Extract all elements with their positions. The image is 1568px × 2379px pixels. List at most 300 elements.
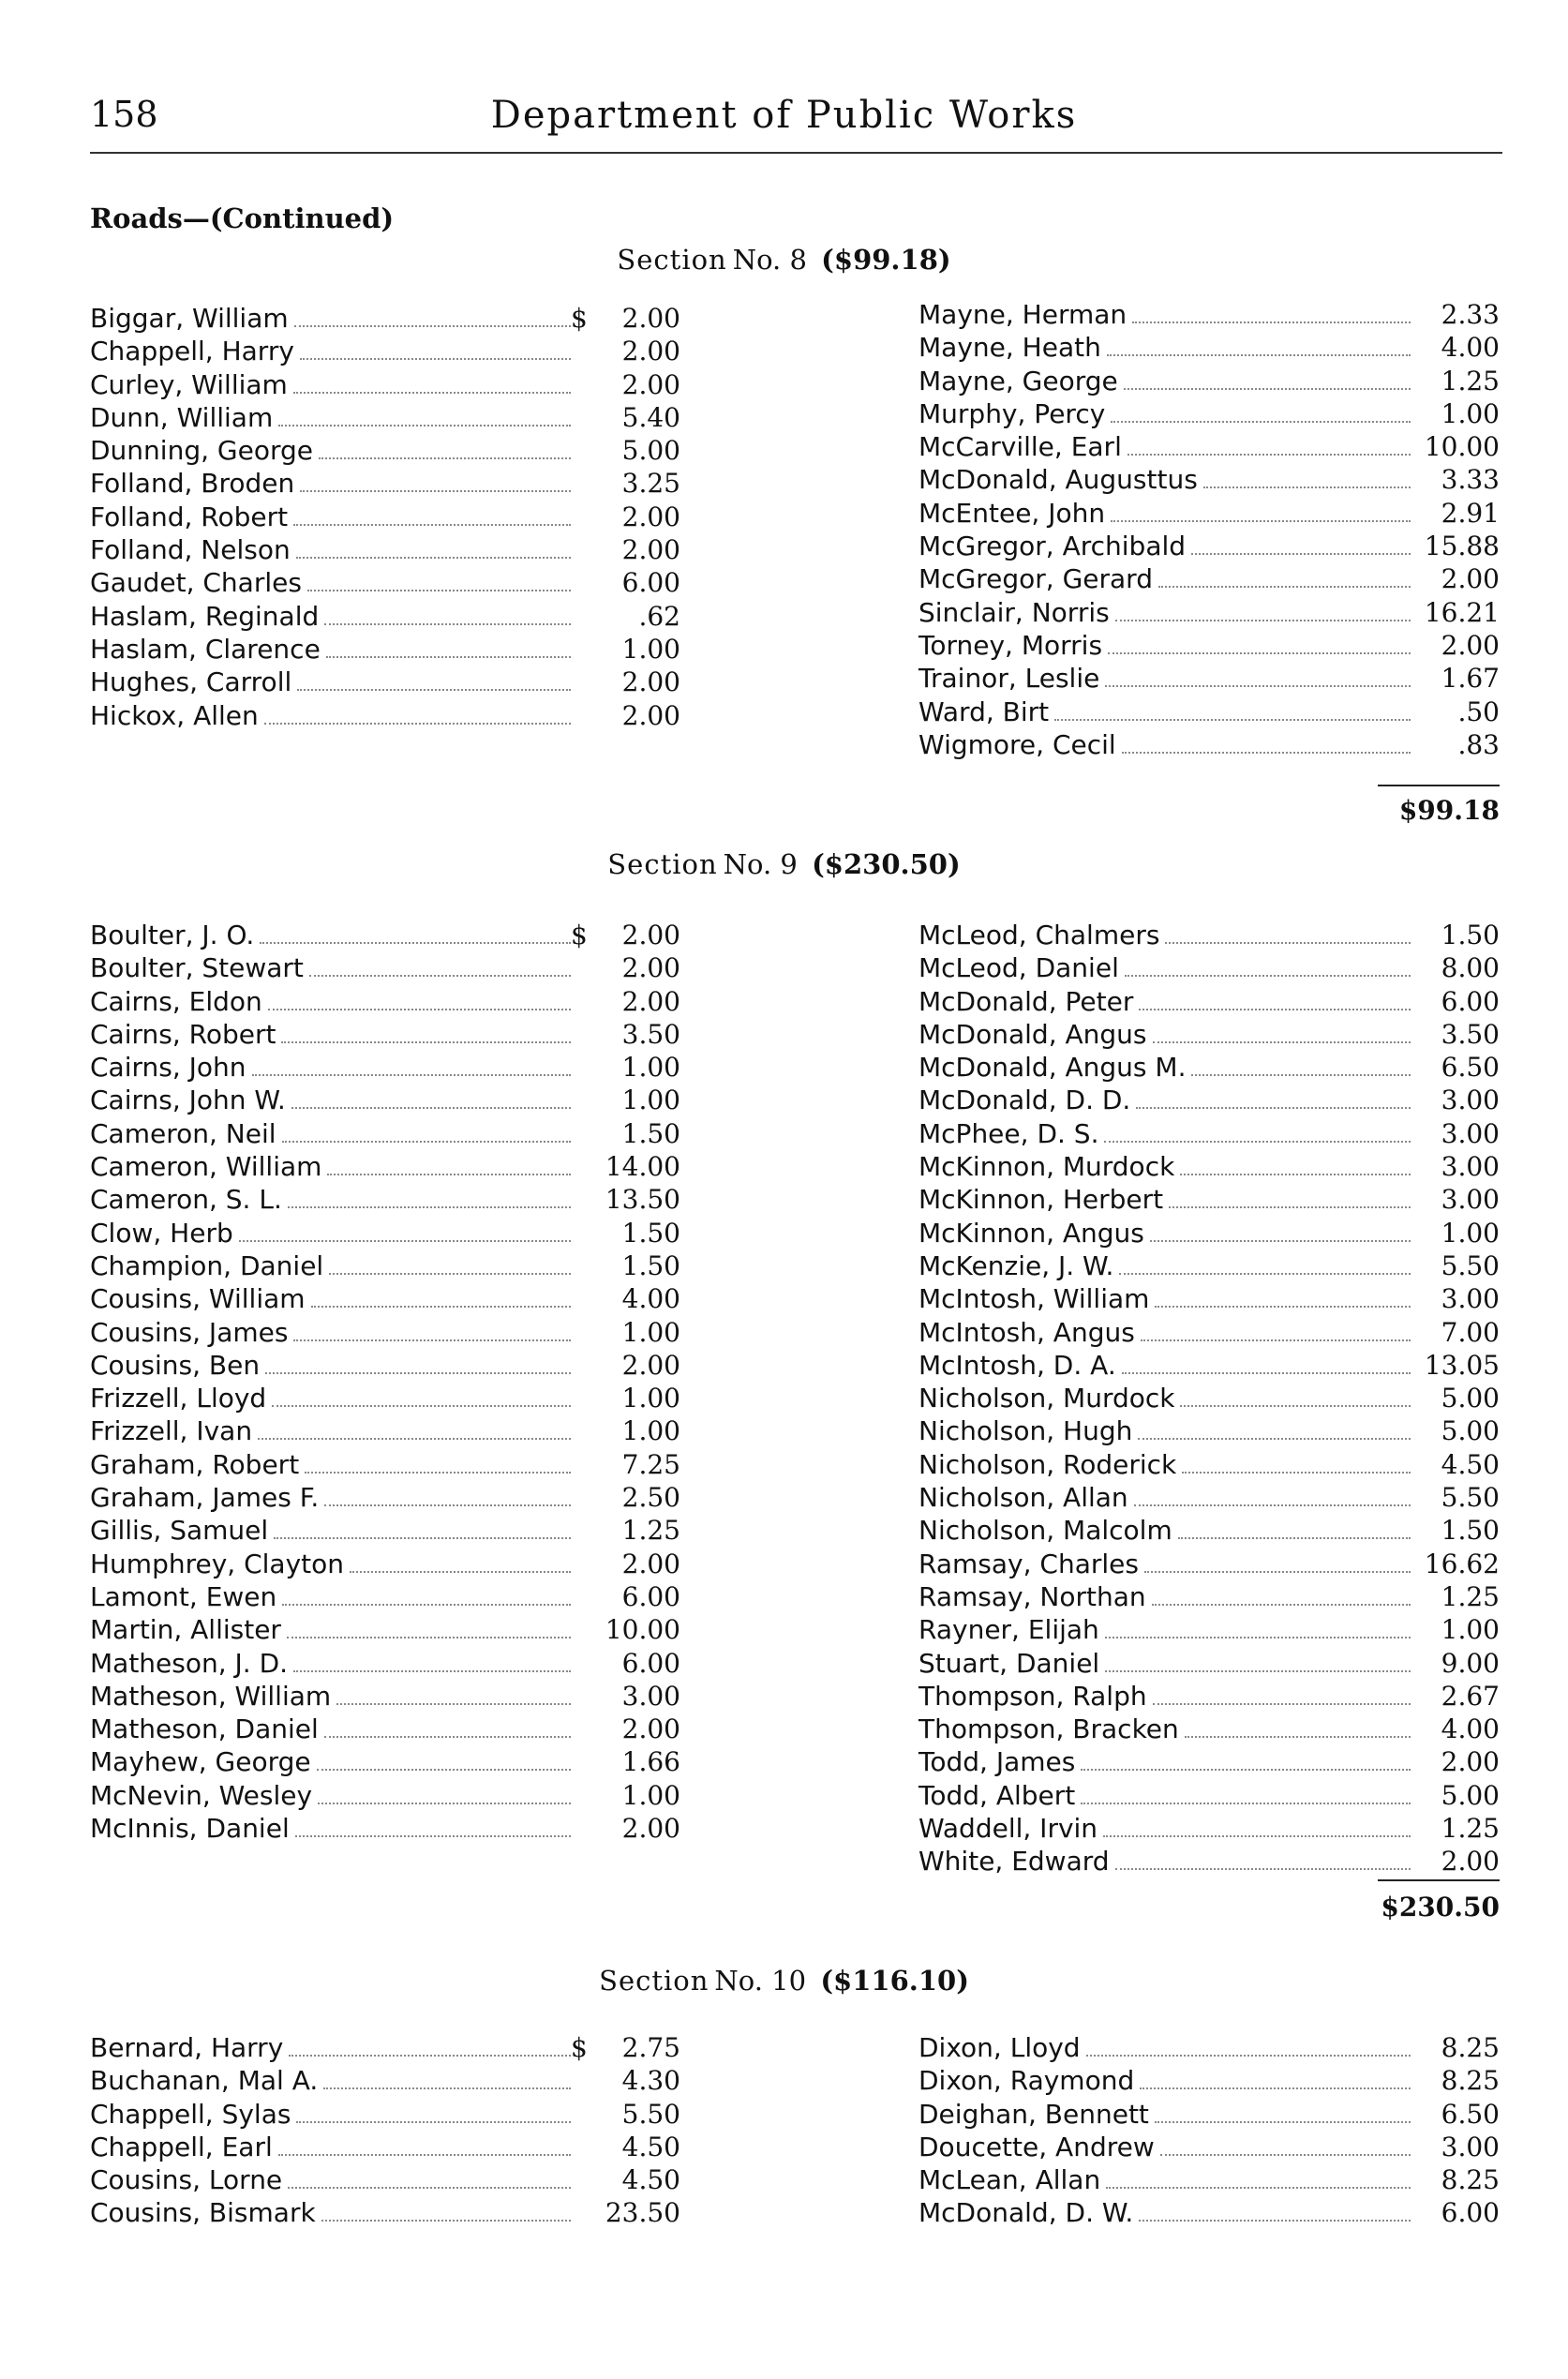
list-item	[918, 1580, 1500, 1613]
section-title	[0, 244, 1568, 276]
list-item	[918, 1548, 1500, 1580]
entry-amount: 14.00	[605, 1151, 680, 1183]
entry-name: Curley, William	[90, 368, 288, 400]
leader-dots	[1138, 1438, 1411, 1440]
entry-amount: 4.30	[621, 2065, 680, 2097]
running-title: Department of Public Works	[490, 94, 1078, 137]
entry-name: Cameron, William	[90, 1151, 322, 1183]
list-item	[918, 1084, 1500, 1116]
entry-amount: 4.50	[621, 2131, 680, 2162]
entry-name: Gaudet, Charles	[90, 567, 302, 599]
list-item	[90, 1150, 680, 1183]
left-column	[90, 302, 680, 732]
entry-name: Nicholson, Roderick	[918, 1448, 1177, 1480]
list-item	[918, 1249, 1500, 1282]
leader-dots	[1105, 1670, 1411, 1672]
entry-name: McLeod, Daniel	[918, 952, 1119, 984]
entry-name: Cousins, James	[90, 1316, 289, 1348]
entry-amount: 1.66	[621, 1746, 680, 1778]
entry-name: McKenzie, J. W.	[918, 1249, 1114, 1281]
entry-amount: 4.50	[621, 2164, 680, 2196]
entry-name: Thompson, Bracken	[918, 1713, 1179, 1745]
entry-amount: 1.50	[1441, 920, 1500, 950]
list-item	[918, 2131, 1500, 2163]
leader-dots	[287, 1637, 571, 1638]
leader-dots	[1178, 1537, 1411, 1539]
entry-amount: 4.00	[621, 1283, 680, 1315]
leader-dots	[1054, 719, 1411, 721]
entry-name: Murphy, Percy	[918, 397, 1106, 429]
entry-amount: 2.00	[621, 985, 680, 1017]
entry-amount: 2.00	[621, 1813, 680, 1845]
leader-dots	[293, 1670, 571, 1672]
entry-amount: 1.00	[1441, 397, 1500, 429]
entry-name: Frizzell, Lloyd	[90, 1383, 267, 1414]
leader-dots	[1160, 2154, 1411, 2156]
leader-dots	[274, 1537, 571, 1539]
entry-name: Chappell, Harry	[90, 336, 294, 367]
dollar-sign: $	[571, 2032, 588, 2063]
section-number: No. 8	[732, 244, 807, 276]
leader-dots	[293, 524, 571, 526]
entry-name: Cairns, Robert	[90, 1018, 276, 1050]
leader-dots	[1124, 388, 1411, 390]
entry-name: Chappell, Sylas	[90, 2098, 291, 2130]
list-item	[90, 1680, 680, 1713]
list-item	[90, 699, 680, 732]
leader-dots	[1203, 486, 1411, 488]
leader-dots	[1115, 1868, 1411, 1870]
entry-name: Mayhew, George	[90, 1746, 311, 1778]
entry-name: McKinnon, Herbert	[918, 1184, 1164, 1216]
list-item	[918, 1183, 1500, 1216]
entry-name: Mayne, Heath	[918, 332, 1101, 364]
list-item	[90, 1514, 680, 1547]
list-item	[90, 1349, 680, 1382]
entry-amount: 3.00	[1441, 1151, 1500, 1183]
entry-amount: .83	[1457, 728, 1500, 760]
entry-name: Folland, Broden	[90, 468, 295, 500]
leader-dots	[350, 1571, 571, 1573]
section-word: Section	[599, 1965, 709, 1997]
section-amount: ($116.10)	[820, 1965, 969, 1997]
list-item	[918, 430, 1500, 463]
entry-name: Stuart, Daniel	[918, 1647, 1100, 1679]
leader-dots	[297, 689, 571, 691]
list-item	[90, 533, 680, 566]
list-item	[90, 600, 680, 633]
entry-name: Sinclair, Norris	[918, 596, 1110, 628]
leader-dots	[293, 392, 571, 394]
entry-name: McKinnon, Angus	[918, 1217, 1144, 1249]
entry-amount: 3.00	[1441, 1184, 1500, 1216]
list-item	[90, 501, 680, 533]
entry-name: Dixon, Raymond	[918, 2065, 1135, 2097]
entry-amount: 6.00	[621, 1647, 680, 1679]
list-item	[90, 1084, 680, 1116]
leader-dots	[1105, 1637, 1411, 1638]
entry-amount: 3.00	[1441, 1283, 1500, 1315]
leader-dots	[309, 975, 571, 977]
leader-dots	[1122, 1372, 1411, 1374]
leader-dots	[1144, 1571, 1411, 1573]
list-item	[918, 1217, 1500, 1249]
entry-amount: 5.50	[1441, 1482, 1500, 1514]
leader-dots	[1153, 1041, 1411, 1043]
leader-dots	[336, 1703, 571, 1705]
section-total: $99.18	[1398, 795, 1500, 826]
entry-name: Cameron, S. L.	[90, 1184, 282, 1216]
leader-dots	[281, 1041, 571, 1043]
list-item	[918, 1117, 1500, 1150]
list-item	[918, 1382, 1500, 1414]
dollar-sign: $	[571, 303, 588, 334]
list-item	[918, 1448, 1500, 1481]
leader-dots	[1165, 942, 1411, 944]
entry-name: McInnis, Daniel	[90, 1813, 290, 1845]
list-item	[918, 985, 1500, 1018]
leader-dots	[1180, 1174, 1411, 1175]
list-item	[918, 919, 1500, 951]
entry-amount: 1.00	[621, 1415, 680, 1447]
leader-dots	[326, 656, 571, 658]
leader-dots	[300, 490, 571, 492]
entry-name: McLeod, Chalmers	[918, 920, 1160, 950]
header-rule	[90, 152, 1502, 154]
leader-dots	[268, 1009, 571, 1010]
list-item	[918, 331, 1500, 364]
list-item	[918, 1414, 1500, 1447]
entry-amount: 13.50	[605, 1184, 680, 1216]
list-item	[918, 596, 1500, 629]
entry-amount: 2.00	[621, 501, 680, 532]
entry-amount: 1.25	[1441, 1813, 1500, 1845]
entry-name: Ward, Birt	[918, 696, 1050, 727]
entry-amount: 4.00	[1441, 1713, 1500, 1745]
list-item	[90, 2163, 680, 2196]
entry-amount: 2.00	[621, 534, 680, 566]
entry-name: Folland, Robert	[90, 501, 289, 532]
leader-dots	[272, 1405, 571, 1407]
list-item	[918, 497, 1500, 530]
entry-amount: 23.50	[605, 2197, 680, 2229]
entry-name: McDonald, D. D.	[918, 1085, 1131, 1116]
entry-name: Gillis, Samuel	[90, 1515, 269, 1547]
entry-name: Matheson, Daniel	[90, 1713, 319, 1745]
list-item	[918, 1845, 1500, 1878]
leader-dots	[1125, 975, 1411, 977]
leader-dots	[1132, 322, 1411, 323]
leader-dots	[1104, 1141, 1411, 1143]
entry-name: White, Edward	[918, 1846, 1110, 1878]
entry-amount: 2.67	[1441, 1680, 1500, 1712]
right-column	[918, 298, 1500, 761]
leader-dots	[1139, 2220, 1411, 2222]
entry-name: Cousins, Ben	[90, 1349, 261, 1381]
list-item	[90, 1448, 680, 1481]
list-item	[918, 1680, 1500, 1713]
list-item	[90, 1812, 680, 1845]
leader-dots	[288, 1206, 571, 1208]
entry-name: McIntosh, Angus	[918, 1316, 1135, 1348]
entry-name: McIntosh, D. A.	[918, 1349, 1116, 1381]
list-item	[918, 298, 1500, 331]
entry-amount: 1.00	[621, 1383, 680, 1414]
entry-name: Cameron, Neil	[90, 1117, 276, 1149]
section-word: Section	[607, 848, 718, 880]
list-item	[918, 2163, 1500, 2196]
leader-dots	[1158, 586, 1411, 588]
entry-name: McDonald, Augusttus	[918, 464, 1198, 496]
entry-name: Haslam, Clarence	[90, 633, 321, 665]
list-item	[90, 1580, 680, 1613]
entry-amount: 6.00	[621, 1580, 680, 1612]
entry-amount: .50	[1457, 696, 1500, 727]
list-item	[918, 1150, 1500, 1183]
entry-amount: 2.00	[621, 1713, 680, 1745]
entry-amount: 5.50	[1441, 1249, 1500, 1281]
entry-name: McNevin, Wesley	[90, 1779, 313, 1811]
leader-dots	[278, 425, 571, 426]
leader-dots	[321, 2220, 571, 2222]
entry-amount: 1.50	[621, 1117, 680, 1149]
list-item	[918, 562, 1500, 595]
entry-name: Humphrey, Clayton	[90, 1548, 345, 1579]
list-item	[90, 335, 680, 367]
leader-dots	[324, 1504, 571, 1506]
list-item	[918, 2196, 1500, 2229]
entry-name: Doucette, Andrew	[918, 2131, 1155, 2162]
entry-name: Wigmore, Cecil	[918, 728, 1116, 760]
leader-dots	[327, 1174, 571, 1175]
entry-name: Graham, James F.	[90, 1482, 320, 1514]
entry-amount: 5.00	[1441, 1779, 1500, 1811]
leader-dots	[1111, 520, 1411, 522]
left-column	[90, 919, 680, 1845]
entry-amount: 8.25	[1441, 2164, 1500, 2196]
page-header	[0, 0, 1568, 159]
entry-amount: 2.00	[621, 336, 680, 367]
entry-amount: 1.50	[621, 1217, 680, 1249]
entry-name: Rayner, Elijah	[918, 1614, 1099, 1646]
list-item	[90, 1117, 680, 1150]
entry-amount: 1.25	[621, 1515, 680, 1547]
entry-name: Deighan, Bennett	[918, 2098, 1149, 2130]
leader-dots	[1086, 2055, 1411, 2057]
list-item	[90, 1779, 680, 1812]
list-item	[918, 629, 1500, 662]
entry-name: Mayne, George	[918, 365, 1118, 396]
section-word: Section	[617, 244, 727, 276]
leader-dots	[305, 1472, 571, 1474]
list-item	[918, 530, 1500, 562]
list-item	[918, 397, 1500, 430]
section-total: $230.50	[1381, 1892, 1500, 1923]
list-item	[90, 1481, 680, 1514]
subheading: Roads—(Continued)	[90, 202, 395, 234]
list-item	[90, 1414, 680, 1447]
leader-dots	[1155, 2121, 1411, 2123]
leader-dots	[1134, 1504, 1411, 1506]
entry-name: McDonald, D. W.	[918, 2197, 1134, 2229]
leader-dots	[318, 1803, 571, 1804]
entry-amount: 1.00	[1441, 1217, 1500, 1249]
entry-amount: 1.50	[1441, 1515, 1500, 1547]
entry-name: Cairns, John	[90, 1052, 246, 1084]
entry-amount: 2.00	[621, 952, 680, 984]
list-item	[918, 1481, 1500, 1514]
entry-name: Champion, Daniel	[90, 1249, 324, 1281]
entry-name: Waddell, Irvin	[918, 1813, 1098, 1845]
list-item	[918, 1051, 1500, 1084]
leader-dots	[282, 1141, 571, 1143]
leader-dots	[1108, 652, 1411, 654]
list-item	[90, 1647, 680, 1680]
entry-amount: 3.50	[621, 1018, 680, 1050]
leader-dots	[1111, 421, 1411, 423]
entry-name: Frizzell, Ivan	[90, 1415, 253, 1447]
list-item	[918, 1745, 1500, 1778]
entry-name: Matheson, William	[90, 1680, 332, 1712]
entry-amount: 2.33	[1441, 299, 1500, 330]
entry-amount: 1.67	[1441, 663, 1500, 695]
entry-name: Haslam, Reginald	[90, 600, 320, 632]
leader-dots	[1140, 2087, 1411, 2089]
entry-amount: 2.91	[1441, 497, 1500, 529]
list-item	[90, 985, 680, 1018]
list-item	[90, 1051, 680, 1084]
list-item	[90, 1548, 680, 1580]
entry-name: McLean, Allan	[918, 2164, 1101, 2196]
entry-name: Cousins, Lorne	[90, 2164, 283, 2196]
leader-dots	[1180, 1405, 1411, 1407]
list-item	[90, 2098, 680, 2131]
entry-name: Ramsay, Charles	[918, 1548, 1139, 1579]
entry-amount: 10.00	[605, 1614, 680, 1646]
leader-dots	[329, 1273, 571, 1275]
entry-name: Buchanan, Mal A.	[90, 2065, 319, 2097]
leader-dots	[1119, 1273, 1411, 1275]
section-number: No. 10	[714, 1965, 807, 1997]
leader-dots	[278, 2154, 571, 2156]
leader-dots	[1152, 1604, 1411, 1606]
entry-name: Hughes, Carroll	[90, 666, 292, 698]
entry-amount: 2.00	[621, 1548, 680, 1579]
entry-name: McPhee, D. S.	[918, 1117, 1099, 1149]
entry-amount: 4.50	[1441, 1448, 1500, 1480]
entry-amount: 5.00	[1441, 1383, 1500, 1414]
entry-amount: 8.25	[1441, 2032, 1500, 2063]
total-rule	[1378, 1879, 1500, 1881]
entry-amount: 1.00	[1441, 1614, 1500, 1646]
leader-dots	[311, 1306, 571, 1308]
list-item	[918, 1812, 1500, 1845]
entry-name: Nicholson, Malcolm	[918, 1515, 1172, 1547]
list-item	[90, 1183, 680, 1216]
leader-dots	[1136, 1107, 1411, 1109]
entry-name: Nicholson, Allan	[918, 1482, 1128, 1514]
entry-amount: 3.00	[621, 1680, 680, 1712]
list-item	[918, 1613, 1500, 1646]
section-number: No. 9	[723, 848, 798, 880]
entry-amount: 1.25	[1441, 1580, 1500, 1612]
list-item	[918, 1514, 1500, 1547]
right-column	[918, 919, 1500, 1878]
list-item	[918, 696, 1500, 728]
entry-amount: 1.00	[621, 1052, 680, 1084]
entry-name: Torney, Morris	[918, 629, 1103, 661]
entry-name: McIntosh, William	[918, 1283, 1150, 1315]
dollar-sign: $	[571, 920, 588, 950]
entry-name: McCarville, Earl	[918, 431, 1122, 463]
entry-name: McGregor, Archibald	[918, 531, 1187, 562]
list-item	[90, 1613, 680, 1646]
entry-amount: 7.00	[1441, 1316, 1500, 1348]
list-item	[90, 2064, 680, 2097]
leader-dots	[1139, 1009, 1411, 1010]
leader-dots	[300, 358, 571, 360]
leader-dots	[324, 1736, 571, 1738]
entry-amount: 2.00	[1441, 563, 1500, 595]
entry-amount: 4.00	[1441, 332, 1500, 364]
left-column	[90, 2031, 680, 2230]
list-item	[90, 1316, 680, 1349]
leader-dots	[1185, 1736, 1411, 1738]
list-item	[90, 1217, 680, 1249]
entry-name: Boulter, J. O.	[90, 920, 255, 950]
list-item	[90, 566, 680, 599]
leader-dots	[1150, 1240, 1411, 1242]
entry-amount: 15.88	[1424, 531, 1500, 562]
entry-name: Ramsay, Northan	[918, 1580, 1146, 1612]
leader-dots	[1182, 1472, 1411, 1474]
entry-name: Todd, Albert	[918, 1779, 1076, 1811]
list-item	[90, 1249, 680, 1282]
list-item	[918, 951, 1500, 984]
entry-name: Hickox, Allen	[90, 699, 259, 731]
leader-dots	[1107, 354, 1411, 356]
entry-name: McKinnon, Murdock	[918, 1151, 1175, 1183]
list-item	[90, 1713, 680, 1745]
entry-amount: 2.00	[621, 920, 680, 950]
total-rule	[1378, 785, 1500, 786]
leader-dots	[1155, 1306, 1411, 1308]
leader-dots	[1169, 1206, 1411, 1208]
entry-amount: 10.00	[1424, 431, 1500, 463]
entry-amount: 3.00	[1441, 2131, 1500, 2162]
list-item	[918, 1647, 1500, 1680]
list-item	[918, 2064, 1500, 2097]
entry-name: Boulter, Stewart	[90, 952, 304, 984]
leader-dots	[1115, 620, 1411, 621]
entry-amount: 6.00	[1441, 985, 1500, 1017]
leader-dots	[258, 1438, 571, 1440]
leader-dots	[294, 325, 571, 327]
list-item	[90, 302, 680, 335]
entry-name: McDonald, Peter	[918, 985, 1134, 1017]
entry-name: Biggar, William	[90, 303, 289, 334]
entry-name: Graham, Robert	[90, 1448, 300, 1480]
list-item	[918, 662, 1500, 695]
list-item	[918, 1282, 1500, 1315]
list-item	[90, 2196, 680, 2229]
entry-name: Cairns, Eldon	[90, 985, 262, 1017]
leader-dots	[1081, 1803, 1411, 1804]
entry-amount: 16.21	[1424, 596, 1500, 628]
list-item	[90, 1018, 680, 1051]
entry-name: McEntee, John	[918, 497, 1106, 529]
entry-amount: 5.50	[621, 2098, 680, 2130]
